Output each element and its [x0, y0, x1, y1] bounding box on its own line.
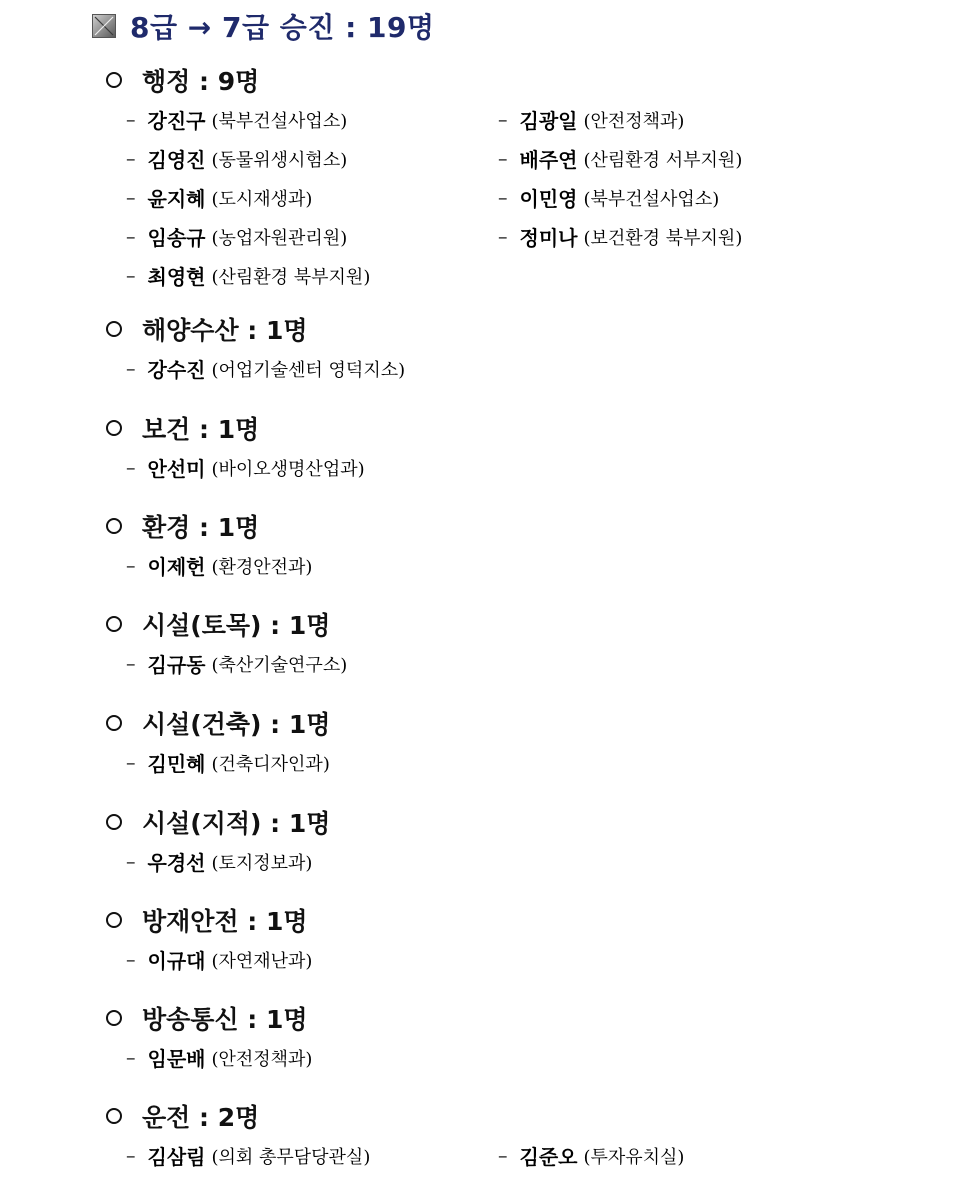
- section-heading: [104, 902, 924, 938]
- dash-icon: –: [126, 186, 136, 209]
- dash-icon: –: [126, 1144, 136, 1167]
- entry-name: 김영진: [147, 148, 206, 172]
- section-heading: [104, 1098, 924, 1134]
- dash-icon: –: [126, 1046, 136, 1069]
- entry-item: [104, 139, 476, 178]
- dash-icon: –: [126, 948, 136, 971]
- entry-name: 임송규: [147, 226, 206, 250]
- entry-dept: (북부건설사업소): [583, 188, 720, 210]
- section-heading: [104, 1000, 924, 1036]
- entry-item: [104, 100, 476, 139]
- dash-icon: –: [498, 108, 508, 131]
- dash-icon: –: [498, 186, 508, 209]
- entry-dept: (자연재난과): [211, 950, 313, 972]
- entry-name: 배주연: [519, 148, 578, 172]
- section-heading: [104, 311, 924, 347]
- entry-dept: (동물위생시험소): [211, 149, 348, 171]
- section-heading: [104, 705, 924, 741]
- entry-list: [104, 349, 924, 388]
- entry-name: 김삼림: [147, 1145, 206, 1169]
- page-title-text: 8급 → 7급 승진 : 19명: [130, 11, 435, 44]
- entry-item: [104, 644, 476, 683]
- entry-name: 김규동: [147, 653, 206, 677]
- entry-dept: (투자유치실): [583, 1146, 685, 1168]
- circle-bullet-icon: [106, 321, 122, 337]
- section-architecture: [104, 705, 924, 782]
- circle-bullet-icon: [106, 518, 122, 534]
- section-heading-text: 방송통신 : 1명: [142, 1005, 308, 1034]
- section-heading: [104, 410, 924, 446]
- section-heading-text: 시설(건축) : 1명: [142, 710, 331, 739]
- dash-icon: –: [126, 147, 136, 170]
- entry-dept: (농업자원관리원): [211, 227, 348, 249]
- dash-icon: –: [126, 225, 136, 248]
- section-heading: [104, 508, 924, 544]
- section-heading-text: 환경 : 1명: [142, 513, 260, 542]
- dash-icon: –: [126, 850, 136, 873]
- entry-dept: (산림환경 서부지원): [583, 149, 743, 171]
- entry-name: 우경선: [147, 851, 206, 875]
- section-driving: [104, 1098, 924, 1175]
- circle-bullet-icon: [106, 912, 122, 928]
- entry-list: [104, 1038, 924, 1077]
- entry-dept: (환경안전과): [211, 556, 313, 578]
- entry-list: [104, 100, 924, 295]
- entry-list: [104, 940, 924, 979]
- entry-item: [104, 743, 476, 782]
- dash-icon: –: [126, 108, 136, 131]
- entry-dept: (도시재생과): [211, 188, 313, 210]
- section-disaster-safety: [104, 902, 924, 979]
- section-broadcasting: [104, 1000, 924, 1077]
- entry-item: [476, 178, 848, 217]
- entry-item: [104, 217, 476, 256]
- entry-list: [104, 448, 924, 487]
- entry-dept: (산림환경 북부지원): [211, 266, 371, 288]
- dash-icon: –: [498, 1144, 508, 1167]
- circle-bullet-icon: [106, 616, 122, 632]
- entry-item: [104, 178, 476, 217]
- section-civil: [104, 606, 924, 683]
- entry-dept: (안전정책과): [211, 1048, 313, 1070]
- entry-dept: (축산기술연구소): [211, 654, 348, 676]
- entry-item: [104, 842, 476, 881]
- dash-icon: –: [126, 357, 136, 380]
- entry-item: [104, 256, 476, 295]
- entry-name: 김준오: [519, 1145, 578, 1169]
- circle-bullet-icon: [106, 1010, 122, 1026]
- entry-item: [104, 1136, 476, 1175]
- entry-name: 최영현: [147, 265, 206, 289]
- section-heading-text: 시설(토목) : 1명: [142, 611, 331, 640]
- entry-list: [104, 842, 924, 881]
- entry-dept: (북부건설사업소): [211, 110, 348, 132]
- circle-bullet-icon: [106, 72, 122, 88]
- entry-dept: (안전정책과): [583, 110, 685, 132]
- entry-dept: (의회 총무담당관실): [211, 1146, 371, 1168]
- entry-name: 강진구: [147, 109, 206, 133]
- section-heading: [104, 606, 924, 642]
- section-marine: [104, 311, 924, 388]
- section-heading-text: 방재안전 : 1명: [142, 907, 308, 936]
- entry-name: 안선미: [147, 457, 206, 481]
- entry-name: 이규대: [147, 949, 206, 973]
- page-title: [92, 6, 435, 46]
- entry-dept: (토지정보과): [211, 852, 313, 874]
- dash-icon: –: [126, 264, 136, 287]
- section-heading-text: 보건 : 1명: [142, 415, 260, 444]
- dash-icon: –: [126, 751, 136, 774]
- dash-icon: –: [498, 225, 508, 248]
- section-heading: [104, 62, 924, 98]
- entry-dept: (바이오생명산업과): [211, 458, 365, 480]
- dash-icon: –: [126, 652, 136, 675]
- entry-list: [104, 644, 924, 683]
- section-heading: [104, 804, 924, 840]
- entry-item: [104, 940, 476, 979]
- section-heading-text: 운전 : 2명: [142, 1103, 260, 1132]
- section-health: [104, 410, 924, 487]
- circle-bullet-icon: [106, 420, 122, 436]
- entry-item: [476, 139, 848, 178]
- entry-name: 임문배: [147, 1047, 206, 1071]
- section-heading-text: 행정 : 9명: [142, 67, 260, 96]
- entry-item: [476, 1136, 848, 1175]
- dash-icon: –: [126, 456, 136, 479]
- dash-icon: –: [126, 554, 136, 577]
- entry-item: [476, 217, 848, 256]
- entry-item: [104, 546, 476, 585]
- entry-list: [104, 743, 924, 782]
- circle-bullet-icon: [106, 814, 122, 830]
- entry-dept: (어업기술센터 영덕지소): [211, 359, 406, 381]
- entry-name: 김광일: [519, 109, 578, 133]
- entry-name: 윤지혜: [147, 187, 206, 211]
- entry-item: [476, 100, 848, 139]
- entry-list: [104, 1136, 924, 1175]
- entry-name: 강수진: [147, 358, 206, 382]
- section-heading-text: 해양수산 : 1명: [142, 316, 308, 345]
- section-admin: [104, 62, 924, 295]
- entry-item: [104, 448, 476, 487]
- entry-name: 정미나: [519, 226, 578, 250]
- circle-bullet-icon: [106, 715, 122, 731]
- title-square-icon: [92, 14, 116, 38]
- entry-dept: (보건환경 북부지원): [583, 227, 743, 249]
- entry-name: 이민영: [519, 187, 578, 211]
- circle-bullet-icon: [106, 1108, 122, 1124]
- entry-item: [104, 1038, 476, 1077]
- entry-item: [104, 349, 476, 388]
- dash-icon: –: [498, 147, 508, 170]
- section-heading-text: 시설(지적) : 1명: [142, 809, 331, 838]
- entry-name: 김민혜: [147, 752, 206, 776]
- entry-list: [104, 546, 924, 585]
- section-cadastral: [104, 804, 924, 881]
- section-environment: [104, 508, 924, 585]
- entry-name: 이제헌: [147, 555, 206, 579]
- entry-dept: (건축디자인과): [211, 753, 330, 775]
